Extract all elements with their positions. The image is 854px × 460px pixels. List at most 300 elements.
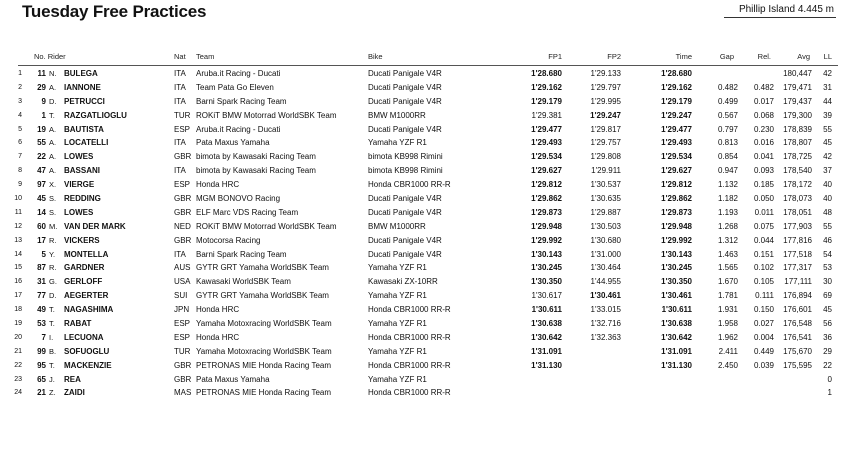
fp1-time-cell: 1'29.862 [531, 194, 562, 204]
rider-initial-cell: A. [49, 152, 57, 162]
table-row [0, 178, 854, 192]
best-time-cell: 1'31.091 [661, 346, 692, 356]
rider-number-cell: 47 [37, 166, 46, 176]
position-cell: 16 [14, 278, 22, 286]
table-row [0, 317, 854, 331]
relative-gap-cell: 0.151 [753, 249, 774, 259]
table-row [0, 81, 854, 95]
team-cell: Motocorsa Racing [196, 235, 261, 245]
table-row [0, 136, 854, 150]
fp1-time-cell: 1'28.680 [531, 69, 562, 78]
table-row [0, 95, 854, 109]
rider-number-cell: 87 [37, 263, 46, 273]
laps-cell: 53 [823, 263, 832, 273]
table-row [0, 373, 854, 387]
rider-name-cell: PETRUCCI [64, 96, 105, 106]
position-cell: 13 [14, 236, 22, 244]
rider-name-cell: BASSANI [64, 166, 101, 176]
results-table [0, 67, 854, 400]
rider-name-cell: LOCATELLI [64, 138, 109, 148]
rider-number-cell: 7 [41, 332, 46, 342]
nationality-cell: TUR [174, 346, 191, 356]
rider-name-cell: IANNONE [64, 82, 101, 92]
gap-cell: 0.797 [717, 124, 738, 134]
best-time-cell: 1'29.477 [661, 124, 692, 134]
bike-cell: Yamaha YZF R1 [368, 291, 427, 301]
position-cell: 23 [14, 375, 22, 383]
rider-name-cell: ZAIDI [64, 388, 85, 398]
rider-name-cell: MACKENZIE [64, 360, 112, 370]
fp1-time-cell: 1'30.143 [531, 249, 562, 259]
header-rel: Rel. [757, 52, 771, 61]
team-cell: Pata Maxus Yamaha [196, 138, 270, 148]
bike-cell: Ducati Panigale V4R [368, 207, 442, 217]
rider-number-cell: 60 [37, 221, 46, 231]
rider-initial-cell: M. [49, 221, 58, 231]
average-speed-cell: 178,073 [783, 194, 812, 204]
table-row [0, 359, 854, 373]
average-speed-cell: 179,471 [783, 82, 812, 92]
fp1-time-cell: 1'29.948 [531, 221, 562, 231]
laps-cell: 54 [823, 249, 832, 259]
team-cell: Aruba.it Racing - Ducati [196, 69, 281, 78]
relative-gap-cell: 0.016 [753, 138, 774, 148]
laps-cell: 42 [823, 152, 832, 162]
laps-cell: 37 [823, 166, 832, 176]
nationality-cell: GBR [174, 360, 192, 370]
average-speed-cell: 178,051 [783, 207, 812, 217]
fp2-time-cell: 1'32.363 [590, 332, 621, 342]
best-time-cell: 1'29.627 [661, 166, 692, 176]
best-time-cell: 1'30.642 [661, 332, 692, 342]
fp1-time-cell: 1'29.812 [531, 180, 562, 190]
bike-cell: Honda CBR1000 RR-R [368, 388, 451, 398]
gap-cell: 0.482 [717, 82, 738, 92]
laps-cell: 48 [823, 207, 832, 217]
bike-cell: Ducati Panigale V4R [368, 82, 442, 92]
nationality-cell: ITA [174, 96, 186, 106]
rider-number-cell: 22 [37, 152, 46, 162]
relative-gap-cell: 0.004 [753, 332, 774, 342]
rider-number-cell: 77 [37, 291, 46, 301]
nationality-cell: USA [174, 277, 191, 287]
rider-number-cell: 21 [37, 388, 46, 398]
nationality-cell: GBR [174, 194, 192, 204]
fp2-time-cell: 1'33.015 [590, 305, 621, 315]
team-cell: ROKiT BMW Motorrad WorldSBK Team [196, 221, 337, 231]
best-time-cell: 1'29.534 [661, 152, 692, 162]
table-row [0, 386, 854, 400]
rider-initial-cell: D. [49, 291, 57, 301]
gap-cell: 1.958 [717, 319, 738, 329]
team-cell: Kawasaki WorldSBK Team [196, 277, 291, 287]
rider-initial-cell: A. [49, 138, 57, 148]
gap-cell: 2.411 [718, 346, 738, 356]
laps-cell: 55 [823, 221, 832, 231]
relative-gap-cell: 0.102 [753, 263, 774, 273]
rider-number-cell: 1 [41, 110, 46, 120]
laps-cell: 45 [823, 138, 832, 148]
rider-initial-cell: B. [49, 346, 57, 356]
nationality-cell: ESP [174, 319, 191, 329]
fp1-time-cell: 1'29.873 [531, 207, 562, 217]
circuit-info: Phillip Island 4.445 m [738, 4, 834, 15]
best-time-cell: 1'30.350 [661, 277, 692, 287]
nationality-cell: ITA [174, 69, 186, 78]
table-row [0, 331, 854, 345]
rider-number-cell: 97 [37, 180, 46, 190]
laps-cell: 1 [827, 388, 832, 398]
table-row [0, 234, 854, 248]
rider-initial-cell: N. [49, 69, 57, 78]
relative-gap-cell: 0.093 [753, 166, 774, 176]
team-cell: Yamaha Motoxracing WorldSBK Team [196, 346, 332, 356]
header-avg: Avg [797, 52, 810, 61]
laps-cell: 39 [823, 110, 832, 120]
average-speed-cell: 175,670 [783, 346, 812, 356]
position-cell: 11 [14, 208, 22, 216]
fp1-time-cell: 1'29.992 [531, 235, 562, 245]
rider-initial-cell: J. [49, 374, 55, 384]
average-speed-cell: 179,300 [783, 110, 812, 120]
gap-cell: 1.268 [717, 221, 738, 231]
relative-gap-cell: 0.027 [753, 319, 774, 329]
nationality-cell: GBR [174, 207, 192, 217]
laps-cell: 36 [823, 332, 832, 342]
gap-cell: 2.450 [717, 360, 738, 370]
team-cell: Honda HRC [196, 180, 240, 190]
fp1-time-cell: 1'31.091 [531, 346, 562, 356]
gap-cell: 1.132 [717, 180, 738, 190]
team-cell: bimota by Kawasaki Racing Team [196, 166, 316, 176]
rider-initial-cell: A. [49, 124, 57, 134]
position-cell: 24 [14, 389, 22, 397]
team-cell: Barni Spark Racing Team [196, 96, 287, 106]
bike-cell: bimota KB998 Rimini [368, 152, 443, 162]
fp1-time-cell: 1'29.162 [531, 82, 562, 92]
laps-cell: 45 [823, 305, 832, 315]
nationality-cell: MAS [174, 388, 192, 398]
rider-initial-cell: Z. [49, 388, 56, 398]
best-time-cell: 1'29.162 [661, 82, 692, 92]
bike-cell: Yamaha YZF R1 [368, 138, 427, 148]
laps-cell: 42 [823, 69, 832, 78]
fp1-time-cell: 1'29.493 [531, 138, 562, 148]
team-cell: PETRONAS MIE Honda Racing Team [196, 360, 332, 370]
gap-cell: 1.193 [717, 207, 738, 217]
nationality-cell: JPN [174, 305, 190, 315]
team-cell: ELF Marc VDS Racing Team [196, 207, 299, 217]
position-cell: 19 [14, 320, 22, 328]
header-fp1: FP1 [548, 52, 562, 61]
table-row [0, 248, 854, 262]
bike-cell: Yamaha YZF R1 [368, 263, 427, 273]
nationality-cell: AUS [174, 263, 191, 273]
fp2-time-cell: 1'44.955 [590, 277, 621, 287]
gap-cell: 1.463 [717, 249, 738, 259]
position-cell: 7 [18, 153, 22, 161]
laps-cell: 44 [823, 96, 832, 106]
table-row [0, 289, 854, 303]
best-time-cell: 1'29.948 [661, 221, 692, 231]
relative-gap-cell: 0.017 [753, 96, 774, 106]
rider-number-cell: 11 [37, 69, 46, 78]
bike-cell: Ducati Panigale V4R [368, 194, 442, 204]
fp1-time-cell: 1'29.627 [531, 166, 562, 176]
rider-name-cell: BAUTISTA [64, 124, 104, 134]
team-cell: Honda HRC [196, 305, 240, 315]
team-cell: Aruba.it Racing - Ducati [196, 124, 281, 134]
laps-cell: 31 [823, 82, 832, 92]
position-cell: 3 [18, 97, 22, 105]
bike-cell: Ducati Panigale V4R [368, 124, 442, 134]
nationality-cell: ITA [174, 82, 186, 92]
average-speed-cell: 176,601 [783, 305, 812, 315]
fp2-time-cell: 1'30.635 [590, 194, 621, 204]
rider-name-cell: REDDING [64, 194, 101, 204]
rider-initial-cell: T. [49, 110, 55, 120]
nationality-cell: GBR [174, 374, 192, 384]
gap-cell: 1.962 [717, 332, 738, 342]
position-cell: 21 [14, 347, 22, 355]
position-cell: 14 [14, 250, 22, 258]
relative-gap-cell: 0.150 [753, 305, 774, 315]
rider-name-cell: LOWES [64, 207, 94, 217]
average-speed-cell: 177,317 [783, 263, 812, 273]
fp2-time-cell: 1'29.797 [590, 82, 621, 92]
rider-name-cell: VIERGE [64, 180, 95, 190]
rider-name-cell: MONTELLA [64, 249, 109, 259]
fp1-time-cell: 1'30.642 [531, 332, 562, 342]
rider-initial-cell: T. [49, 360, 55, 370]
position-cell: 9 [18, 181, 22, 189]
rider-name-cell: GARDNER [64, 263, 105, 273]
team-cell: MGM BONOVO Racing [196, 194, 281, 204]
average-speed-cell: 178,725 [783, 152, 812, 162]
team-cell: Team Pata Go Eleven [196, 82, 274, 92]
fp2-time-cell: 1'29.247 [590, 110, 621, 120]
average-speed-cell: 176,548 [783, 319, 812, 329]
gap-cell: 0.813 [717, 138, 738, 148]
position-cell: 5 [18, 125, 22, 133]
relative-gap-cell: 0.039 [753, 360, 774, 370]
best-time-cell: 1'29.992 [661, 235, 692, 245]
relative-gap-cell: 0.230 [753, 124, 774, 134]
rider-number-cell: 95 [37, 360, 46, 370]
rider-initial-cell: X. [49, 180, 57, 190]
rider-name-cell: RABAT [64, 319, 92, 329]
team-cell: ROKiT BMW Motorrad WorldSBK Team [196, 110, 337, 120]
rider-number-cell: 5 [41, 249, 46, 259]
position-cell: 22 [14, 361, 22, 369]
rider-number-cell: 99 [37, 346, 46, 356]
bike-cell: BMW M1000RR [368, 110, 426, 120]
fp1-time-cell: 1'29.534 [531, 152, 562, 162]
rider-number-cell: 49 [37, 305, 46, 315]
average-speed-cell: 176,541 [783, 332, 812, 342]
laps-cell: 40 [823, 194, 832, 204]
best-time-cell: 1'29.862 [661, 194, 692, 204]
average-speed-cell: 177,816 [783, 235, 812, 245]
average-speed-cell: 176,894 [783, 291, 812, 301]
relative-gap-cell: 0.449 [753, 346, 774, 356]
best-time-cell: 1'30.143 [661, 249, 692, 259]
nationality-cell: TUR [174, 110, 191, 120]
rider-number-cell: 17 [37, 235, 46, 245]
average-speed-cell: 178,172 [783, 180, 812, 190]
best-time-cell: 1'31.130 [661, 360, 692, 370]
average-speed-cell: 175,595 [783, 360, 812, 370]
fp2-time-cell: 1'29.911 [591, 166, 621, 176]
rider-number-cell: 9 [41, 96, 46, 106]
gap-cell: 1.565 [717, 263, 738, 273]
bike-cell: bimota KB998 Rimini [368, 166, 443, 176]
relative-gap-cell: 0.011 [754, 207, 774, 217]
team-cell: Pata Maxus Yamaha [196, 374, 270, 384]
header-divider [18, 65, 838, 66]
rider-initial-cell: R. [49, 263, 57, 273]
gap-cell: 0.947 [717, 166, 738, 176]
bike-cell: Ducati Panigale V4R [368, 235, 442, 245]
best-time-cell: 1'30.638 [661, 319, 692, 329]
laps-cell: 69 [823, 291, 832, 301]
rider-name-cell: LECUONA [64, 332, 104, 342]
fp2-time-cell: 1'30.464 [590, 263, 621, 273]
rider-name-cell: RAZGATLIOGLU [64, 110, 127, 120]
header-no-rider: No. Rider [34, 52, 66, 61]
fp1-time-cell: 1'29.179 [531, 96, 562, 106]
header-time: Time [675, 52, 692, 61]
fp1-time-cell: 1'30.350 [531, 277, 562, 287]
rider-initial-cell: G. [49, 277, 57, 287]
rider-number-cell: 31 [37, 277, 46, 287]
bike-cell: Ducati Panigale V4R [368, 69, 442, 78]
laps-cell: 29 [823, 346, 832, 356]
relative-gap-cell: 0.068 [753, 110, 774, 120]
nationality-cell: ITA [174, 249, 186, 259]
header-ll: LL [823, 52, 832, 61]
position-cell: 12 [14, 222, 22, 230]
fp2-time-cell: 1'29.995 [590, 96, 621, 106]
best-time-cell: 1'29.873 [661, 207, 692, 217]
table-row [0, 275, 854, 289]
nationality-cell: GBR [174, 152, 192, 162]
rider-initial-cell: D. [49, 96, 57, 106]
position-cell: 1 [18, 70, 22, 77]
rider-name-cell: REA [64, 374, 81, 384]
nationality-cell: ITA [174, 138, 186, 148]
fp1-time-cell: 1'30.638 [531, 319, 562, 329]
best-time-cell: 1'30.461 [661, 291, 692, 301]
position-cell: 20 [14, 333, 22, 341]
gap-cell: 1.182 [717, 194, 738, 204]
laps-cell: 46 [823, 235, 832, 245]
rider-initial-cell: T. [49, 305, 55, 315]
gap-cell: 0.854 [717, 152, 738, 162]
page-title: Tuesday Free Practices [22, 2, 207, 21]
average-speed-cell: 178,807 [783, 138, 812, 148]
rider-initial-cell: A. [49, 166, 57, 176]
fp1-time-cell: 1'30.245 [531, 263, 562, 273]
nationality-cell: ESP [174, 124, 191, 134]
table-row [0, 150, 854, 164]
rider-name-cell: NAGASHIMA [64, 305, 114, 315]
table-row [0, 261, 854, 275]
position-cell: 10 [14, 195, 22, 203]
relative-gap-cell: 0.185 [753, 180, 774, 190]
gap-cell: 1.312 [717, 235, 738, 245]
nationality-cell: ESP [174, 332, 191, 342]
team-cell: Yamaha Motoxracing WorldSBK Team [196, 319, 332, 329]
bike-cell: Honda CBR1000 RR-R [368, 180, 451, 190]
relative-gap-cell: 0.044 [753, 235, 774, 245]
rider-number-cell: 45 [37, 194, 46, 204]
fp2-time-cell: 1'30.503 [590, 221, 621, 231]
team-cell: Barni Spark Racing Team [196, 249, 287, 259]
fp2-time-cell: 1'29.808 [590, 152, 621, 162]
gap-cell: 1.931 [717, 305, 738, 315]
table-row [0, 67, 854, 81]
average-speed-cell: 177,903 [783, 221, 812, 231]
rider-name-cell: GERLOFF [64, 277, 103, 287]
bike-cell: Yamaha YZF R1 [368, 319, 427, 329]
rider-name-cell: BULEGA [64, 69, 98, 78]
gap-cell: 0.567 [717, 110, 738, 120]
gap-cell: 1.670 [717, 277, 738, 287]
relative-gap-cell: 0.105 [753, 277, 774, 287]
best-time-cell: 1'29.247 [661, 110, 692, 120]
rider-initial-cell: S. [49, 207, 57, 217]
nationality-cell: ITA [174, 166, 186, 176]
average-speed-cell: 180,447 [783, 69, 812, 78]
team-cell: Honda HRC [196, 332, 240, 342]
rider-name-cell: AEGERTER [64, 291, 109, 301]
laps-cell: 30 [823, 277, 832, 287]
table-row [0, 220, 854, 234]
relative-gap-cell: 0.111 [755, 291, 774, 301]
rider-name-cell: SOFUOGLU [64, 346, 110, 356]
position-cell: 18 [14, 306, 22, 314]
fp1-time-cell: 1'31.130 [531, 360, 562, 370]
bike-cell: Ducati Panigale V4R [368, 96, 442, 106]
fp1-time-cell: 1'29.381 [531, 110, 562, 120]
best-time-cell: 1'28.680 [661, 69, 692, 78]
position-cell: 17 [14, 292, 22, 300]
rider-number-cell: 19 [37, 124, 46, 134]
fp1-time-cell: 1'29.477 [531, 124, 562, 134]
bike-cell: Yamaha YZF R1 [368, 346, 427, 356]
nationality-cell: NED [174, 221, 191, 231]
nationality-cell: GBR [174, 235, 192, 245]
table-row [0, 109, 854, 123]
fp2-time-cell: 1'32.716 [590, 319, 621, 329]
bike-cell: Honda CBR1000 RR-R [368, 305, 451, 315]
bike-cell: Kawasaki ZX-10RR [368, 277, 438, 287]
header-bike: Bike [368, 52, 383, 61]
rider-name-cell: VICKERS [64, 235, 100, 245]
rider-initial-cell: S. [49, 194, 57, 204]
rider-number-cell: 29 [37, 82, 46, 92]
team-cell: GYTR GRT Yamaha WorldSBK Team [196, 263, 329, 273]
bike-cell: BMW M1000RR [368, 221, 426, 231]
team-cell: GYTR GRT Yamaha WorldSBK Team [196, 291, 329, 301]
average-speed-cell: 178,839 [783, 124, 812, 134]
rider-initial-cell: Y. [49, 249, 56, 259]
fp1-time-cell: 1'30.611 [531, 305, 562, 315]
fp2-time-cell: 1'31.000 [590, 249, 621, 259]
best-time-cell: 1'29.812 [661, 180, 692, 190]
relative-gap-cell: 0.050 [753, 194, 774, 204]
